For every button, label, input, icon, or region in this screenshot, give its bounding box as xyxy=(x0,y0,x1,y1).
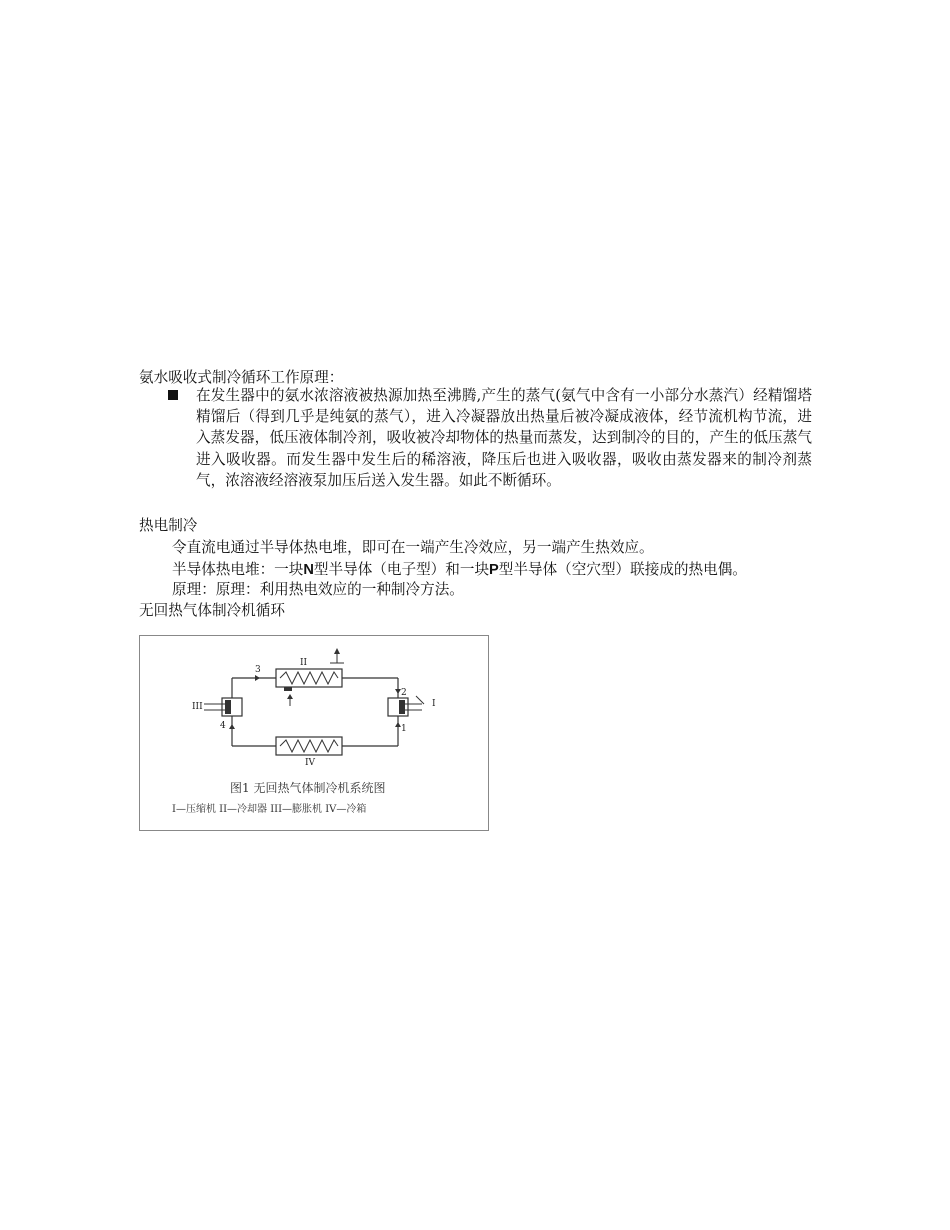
ammonia-heading: 氨水吸收式制冷循环工作原理： xyxy=(139,369,344,386)
gas-heading: 无回热气体制冷机循环 xyxy=(139,602,285,619)
label-compressor: I xyxy=(432,699,436,709)
p-type-label: P xyxy=(489,562,499,578)
refrigerator-system-figure xyxy=(139,635,489,831)
thermo-line-2-b: 型半导体（电子型）和一块 xyxy=(313,561,490,578)
thermo-line-2-a: 半导体热电堆：一块 xyxy=(172,561,304,578)
label-cooler: II xyxy=(300,658,308,668)
thermo-line-3: 原理：原理：利用热电效应的一种制冷方法。 xyxy=(172,581,464,598)
thermo-line-2-c: 型半导体（空穴型）联接成的热电偶。 xyxy=(498,561,747,578)
thermo-heading: 热电制冷 xyxy=(139,517,198,534)
figure-caption: 图1 无回热气体制冷机系统图 xyxy=(230,781,386,795)
label-expander: III xyxy=(192,702,203,712)
n-type-label: N xyxy=(303,562,314,578)
thermo-line-2 xyxy=(172,559,747,581)
cold-box-exchanger xyxy=(276,737,342,755)
label-point-3: 3 xyxy=(255,665,261,675)
thermo-line-1: 令直流电通过半导体热电堆，即可在一端产生冷效应，另一端产生热效应。 xyxy=(172,539,654,556)
compressor-unit xyxy=(388,696,424,716)
label-point-1: 1 xyxy=(401,724,407,734)
cooler-exchanger xyxy=(276,648,344,706)
label-cold-box: IV xyxy=(305,758,316,768)
label-point-4: 4 xyxy=(220,721,226,731)
system-diagram xyxy=(140,636,490,832)
ammonia-body: 在发生器中的氨水浓溶液被热源加热至沸腾,产生的蒸气(氨气中含有一小部分水蒸汽）经精馏塔精馏后（得到几乎是纯氨的蒸气），进入冷凝器放出热量后被冷凝成液体，经节流机构节流，进入蒸发器，低压液体制冷剂，吸收被冷却物体的热量而蒸发，达到制冷的目的，产生的低压蒸气进入吸收器。而发生器中发生后的稀溶液，降压后也进入吸收器，吸收由蒸发器来的制冷剂蒸气，浓溶液经溶液泵加压后送入发生器。如此不断循环。 xyxy=(196,387,812,489)
expander-unit xyxy=(204,698,242,716)
bullet-square-icon xyxy=(168,390,178,400)
label-point-2: 2 xyxy=(401,688,407,698)
figure-legend: I—压缩机 II—冷却器 III—膨胀机 IV—冷箱 xyxy=(172,804,367,815)
